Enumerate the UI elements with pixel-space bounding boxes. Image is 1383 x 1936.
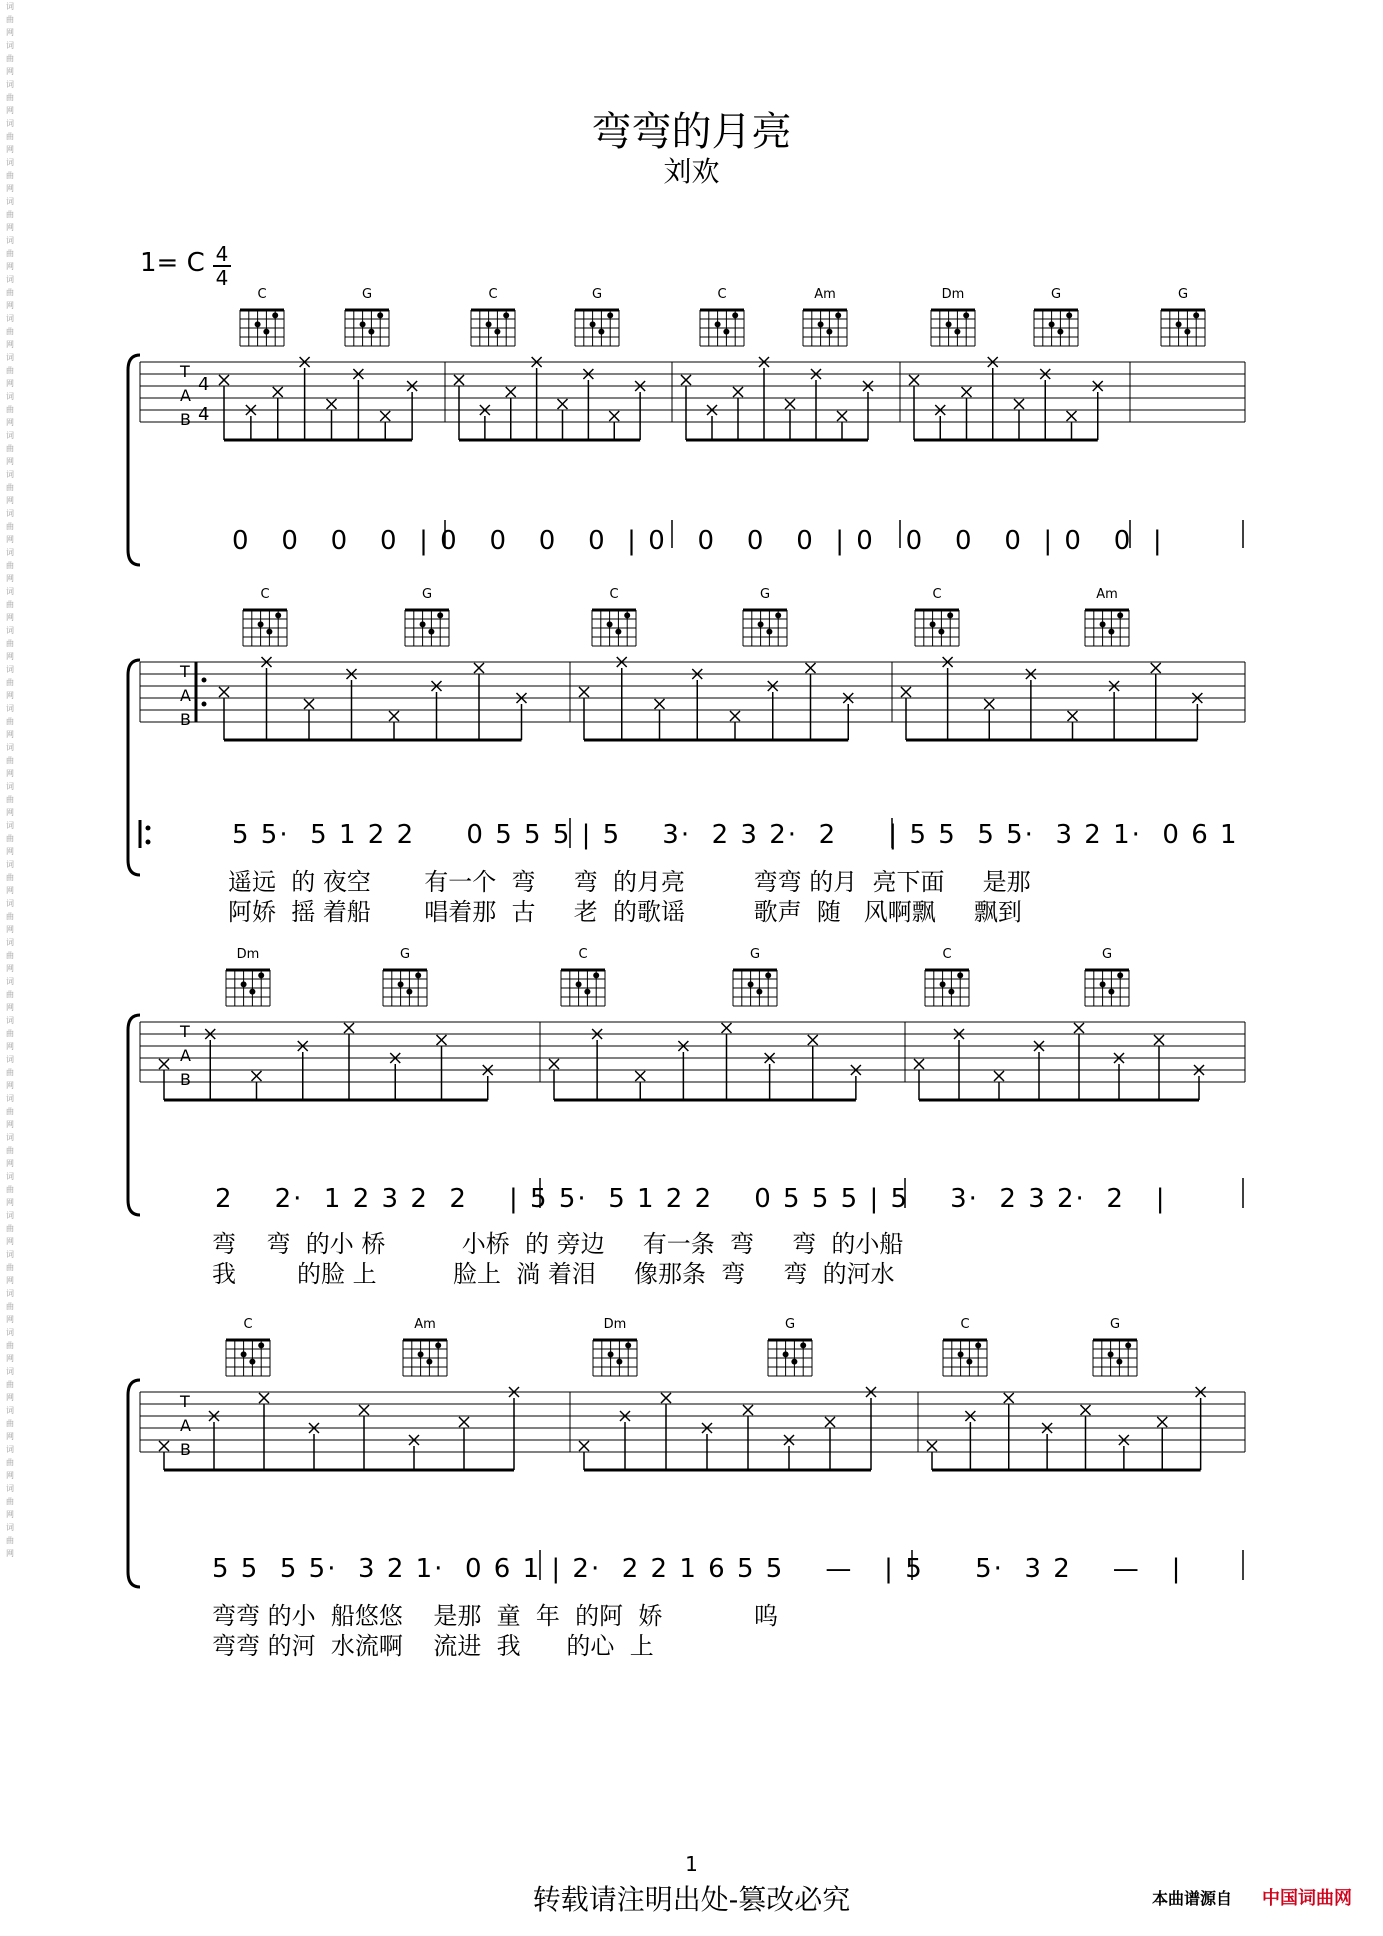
chord-name: Am [414,1317,436,1332]
chord-diagram [1034,310,1078,346]
tab-letter-b: B [180,1440,191,1459]
chord-name: Am [1096,587,1118,602]
key-signature: 1= C [140,248,205,278]
time-bottom: 4 [215,266,229,290]
chord-diagram [405,610,449,646]
tab-time-bottom: 4 [198,404,210,425]
chord-name: Dm [603,1317,627,1332]
jianpu-line: 2 2· 1 2 3 2 2 | 5 5· 5 1 2 2 0 5 5 5 | 5 3· 2 3 2· 2 | [215,1184,1167,1214]
chord-diagram [226,970,270,1006]
source-label: 本曲谱源自 [1152,1889,1233,1908]
jianpu-line: 5 5 5 5· 3 2 1· 0 6 1 | 2· 2 2 1 6 5 5 — | 5 5· 3 2 — | [212,1554,1183,1584]
chord-diagram [593,1340,637,1376]
chord-diagram [403,1340,447,1376]
chord-name: G [749,947,761,962]
chord-diagram [943,1340,987,1376]
time-top: 4 [215,242,229,266]
tab-letter-b: B [180,710,191,729]
chord-diagram [1161,310,1205,346]
lyric-verse-2: 我 的脸 上 脸上 淌 着泪 像那条 弯 弯 的河水 [212,1260,895,1288]
chord-name: C [488,287,498,302]
chord-diagram [743,610,787,646]
chord-name: C [578,947,588,962]
artist-name: 刘欢 [663,155,720,188]
song-title: 弯弯的月亮 [591,109,792,155]
chord-name: G [1101,947,1113,962]
chord-name: C [609,587,619,602]
tab-time-top: 4 [198,374,210,395]
chord-name: C [243,1317,253,1332]
chord-diagram [383,970,427,1006]
repeat-sign [140,662,207,848]
tab-letter-t: T [180,1022,190,1041]
chord-name: C [942,947,952,962]
system-2 [0,580,1383,940]
source-brand-link[interactable]: 中国词曲网 [1262,1888,1352,1909]
page-number: 1 [685,1852,698,1876]
lyric-verse-1: 弯弯 的小 船悠悠 是那 童 年 的阿 娇 呜 [212,1602,778,1630]
chord-diagrams [226,1317,1137,1376]
lyric-verse-1: 弯 弯 的小 桥 小桥 的 旁边 有一条 弯 弯 的小船 [212,1230,904,1258]
tab-letter-t: T [180,362,190,381]
chord-name: C [932,587,942,602]
system-brace [128,660,140,875]
system-4 [0,1310,1383,1670]
system-brace [128,1380,140,1587]
tab-staff [140,662,1245,722]
chord-name: G [399,947,411,962]
chord-name: G [421,587,433,602]
chord-diagram [575,310,619,346]
chord-diagram [733,970,777,1006]
tab-letter-a: A [180,1416,191,1435]
system-3 [0,940,1383,1288]
chord-diagram [700,310,744,346]
chord-name: C [717,287,727,302]
side-watermark: 词曲网词曲网词曲网词曲网词曲网词曲网词曲网词曲网词曲网词曲网词曲网词曲网词曲网词曲网词曲网词曲网词曲网词曲网词曲网词曲网词曲网词曲网词曲网词曲网词曲网词曲网词曲网词曲网词曲网词曲网词曲网词曲网词曲网词曲网词曲网词曲网词曲网词曲网词曲网词曲网 [6,2,14,1558]
chord-name: Dm [941,287,965,302]
chord-name: Dm [236,947,260,962]
chord-diagram [768,1340,812,1376]
chord-diagram [925,970,969,1006]
tab-letter-t: T [180,1392,190,1411]
chord-name: C [960,1317,970,1332]
system-brace [128,1015,140,1215]
system-1 [0,280,1383,580]
chord-diagram [592,610,636,646]
chord-diagrams [243,587,1129,646]
tab-letter-a: A [180,386,191,405]
chord-diagram [1085,610,1129,646]
chord-diagram [240,310,284,346]
chord-name: G [1109,1317,1121,1332]
chord-diagrams [240,287,1205,346]
tab-letter-t: T [180,662,190,681]
tab-staff [140,362,1245,422]
tab-letter-a: A [180,1046,191,1065]
tab-notes [159,1023,1204,1100]
tab-letter-b: B [180,1070,191,1089]
chord-name: G [361,287,373,302]
chord-name: G [591,287,603,302]
chord-diagram [803,310,847,346]
chord-name: G [759,587,771,602]
tab-letter-a: A [180,686,191,705]
chord-name: C [260,587,270,602]
chord-diagram [471,310,515,346]
lyric-verse-2: 阿娇 摇 着船 唱着那 古 老 的歌谣 歌声 随 风啊飘 飘到 [228,898,1022,926]
chord-name: G [1177,287,1189,302]
jianpu-line: 5 5· 5 1 2 2 0 5 5 5 | 5 3· 2 3 2· 2 | 5 5 5 5· 3 2 1· 0 6 1 [232,820,1239,850]
chord-name: G [1050,287,1062,302]
chord-diagram [931,310,975,346]
tab-letter-b: B [180,410,191,429]
tab-staff [140,1392,1245,1452]
chord-diagram [226,1340,270,1376]
chord-diagram [1093,1340,1137,1376]
chord-name: G [784,1317,796,1332]
jianpu-line: 0 0 0 0 | 0 0 0 0 | 0 0 0 0 | 0 0 0 0 | 0 0 | [232,526,1164,556]
lyric-verse-2: 弯弯 的河 水流啊 流进 我 的心 上 [212,1632,654,1660]
chord-diagram [243,610,287,646]
chord-diagram [345,310,389,346]
chord-name: Am [814,287,836,302]
chord-diagram [1085,970,1129,1006]
chord-diagram [915,610,959,646]
copyright-notice: 转载请注明出处-篡改必究 [532,1883,851,1916]
system-brace [128,355,140,565]
chord-name: C [257,287,267,302]
chord-diagrams [226,947,1129,1006]
lyric-verse-1: 遥远 的 夜空 有一个 弯 弯 的月亮 弯弯 的月 亮下面 是那 [228,868,1031,896]
chord-diagram [561,970,605,1006]
